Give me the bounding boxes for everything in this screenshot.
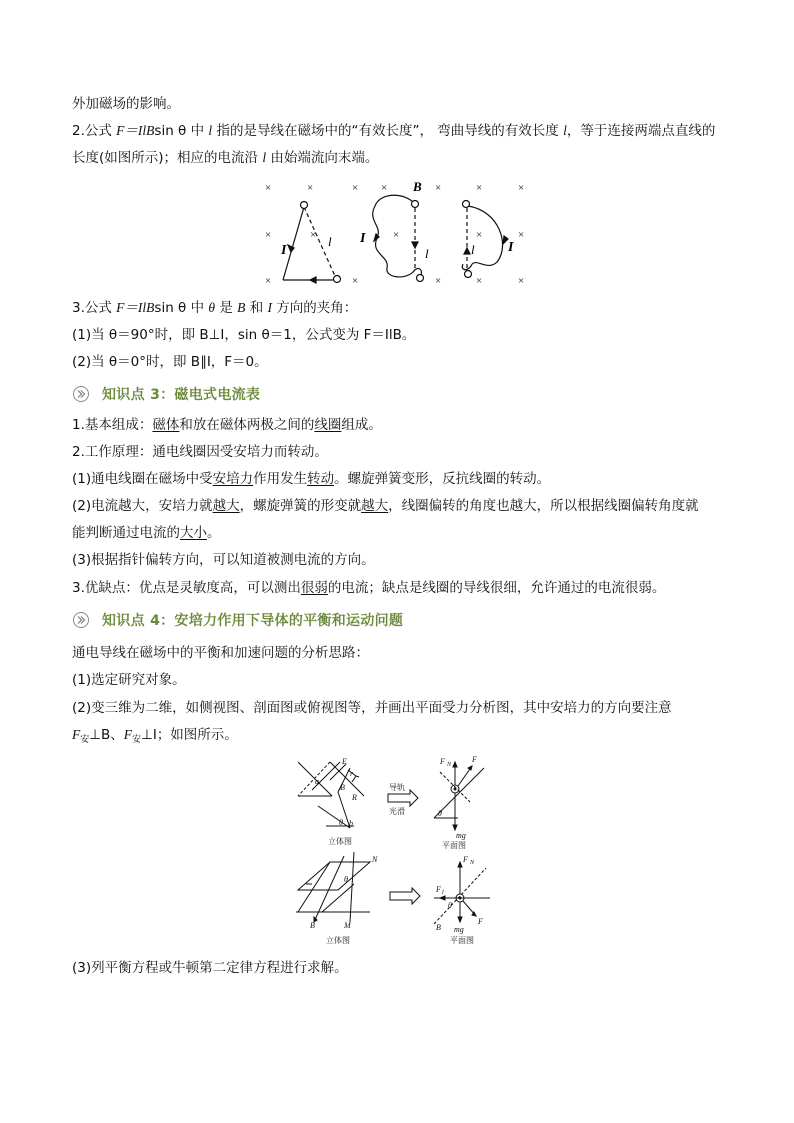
caption: 立体图 [326,936,350,945]
svg-text:×: × [352,182,359,194]
paragraph-line [72,698,672,718]
section-heading [72,382,260,406]
svg-text:R: R [352,793,357,802]
length-label: l [328,234,332,249]
length-label: l [471,242,475,257]
underlined-term: 很弱 [300,580,328,596]
section-heading [72,608,403,632]
paragraph-line: 3.优缺点：优点是灵敏度高，可以测出很弱的电流；缺点是线圈的导线很细，允许通过的电流很弱。 [72,580,666,596]
svg-text:θ: θ [339,818,343,827]
force-analysis-figure [290,752,540,948]
formula: F＝IlB [116,300,155,315]
svg-text:B: B [310,921,315,930]
svg-text:×: × [518,229,525,241]
paragraph-line [72,121,715,141]
paragraph-line [72,94,180,114]
svg-text:×: × [265,275,272,287]
svg-text:E: E [342,757,347,766]
arc-wire [462,201,508,278]
text: 2.公式 [72,123,117,139]
incline-3d-diagram [296,852,370,922]
chevron-circle-icon [72,611,90,629]
svg-text:F: F [440,757,445,766]
chevron-circle-icon [72,385,90,403]
svg-text:a: a [315,777,319,786]
svg-text:×: × [435,275,442,287]
svg-text:导轨: 导轨 [389,783,405,792]
svg-text:mg: mg [456,831,466,840]
section-title: 知识点 4：安培力作用下导体的平衡和运动问题 [102,613,404,629]
svg-text:F: F [472,755,477,764]
underlined-term: 越大 [212,498,240,514]
length-label: l [425,246,429,261]
symbol: θ [208,300,216,315]
svg-text:×: × [435,182,442,194]
current-label: I [508,240,514,255]
plane-diagram [434,762,484,830]
svg-text:θ: θ [448,901,452,910]
underlined-term: 越大 [361,498,389,514]
svg-text:×: × [393,229,400,241]
svg-text:×: × [310,229,317,241]
paragraph-line [72,298,357,318]
svg-text:θ: θ [344,875,348,884]
formula: sin θ [154,123,187,139]
symbol: l [208,123,213,138]
paragraph-line: (2)电流越大，安培力就越大，螺旋弹簧的形变就越大，线圈偏转的角度也越大，所以根据线圈偏转角度就 [72,498,699,514]
svg-text:×: × [476,229,483,241]
svg-text:r: r [350,769,354,778]
text: 和 [245,300,268,316]
paragraph-line [72,643,369,663]
caption: 立体图 [328,837,352,846]
transform-arrow [390,888,420,904]
svg-text:θ: θ [438,809,442,818]
paragraph-line: 能判断通过电流的大小。 [72,525,221,541]
underlined-term: 磁体 [152,417,180,433]
caption: 平面图 [442,841,466,850]
paragraph-line [72,352,268,372]
effective-length-figure [255,176,535,288]
text: 方向的夹角： [272,300,358,316]
text: ，等于连接两端点直线的 [566,123,716,139]
svg-text:×: × [307,182,314,194]
svg-text:×: × [352,275,359,287]
paragraph-line [72,550,375,570]
svg-text:F: F [436,885,441,894]
svg-text:N: N [372,855,378,864]
field-label: B [413,179,422,194]
text: 是 [215,300,238,316]
svg-text:×: × [518,182,525,194]
transform-arrow [388,782,418,816]
text: 中 [186,300,209,316]
svg-text:b: b [349,819,353,828]
svg-text:N: N [447,762,452,768]
current-label: I [281,243,287,258]
text: (2)当 θ＝0°时，即 B∥I，F＝0。 [72,354,268,370]
paragraph-line [72,442,328,462]
text: (1)当 θ＝90°时，即 B⊥I，sin θ＝1，公式变为 F＝IlB。 [72,327,416,343]
underlined-term: 线圈 [314,417,342,433]
svg-text:×: × [518,275,525,287]
formula: sin θ [154,300,187,316]
svg-text:F: F [478,917,483,926]
paragraph-line: 1.基本组成：磁体和放在磁体两极之间的线圈组成。 [72,417,382,433]
section-title: 知识点 3：磁电式电流表 [102,387,261,403]
text: 外加磁场的影响。 [72,96,180,112]
text: 由始端流向末端。 [266,150,379,166]
text: (3)列平衡方程或牛顿第二定律方程进行求解。 [72,960,348,976]
svg-text:×: × [476,275,483,287]
svg-text:×: × [265,229,272,241]
svg-text:l: l [442,890,444,896]
svg-text:×: × [381,182,388,194]
text: (2)变三维为二维，如侧视图、剖面图或俯视图等，并画出平面受力分析图，其中安培力的方向要注意 [72,700,672,716]
paragraph-line: $F_安\perp B$、$F_安\perp I$；如图所示。 [72,727,238,745]
triangle-wire [283,202,341,284]
svg-text:B: B [436,923,441,932]
text: (1)选定研究对象。 [72,672,186,688]
text: 通电导线在磁场中的平衡和加速问题的分析思路： [72,645,369,661]
paragraph-line [72,958,348,978]
svg-text:光滑: 光滑 [389,807,405,816]
symbol: l [563,123,567,138]
text: 长度(如图所示)；相应的电流沿 [72,150,263,166]
svg-text:×: × [265,182,272,194]
svg-text:B: B [340,783,345,792]
text: 2.工作原理：通电线圈因受安培力而转动。 [72,444,328,460]
current-label: I [360,231,366,246]
text: 3.公式 [72,300,117,316]
text: 中 [186,123,209,139]
formula: F＝IlB [116,123,155,138]
paragraph-line [72,670,186,690]
cross-marks [265,182,524,287]
underlined-term: 转动 [307,471,335,487]
svg-text:mg: mg [454,925,464,934]
underlined-term: 安培力 [212,471,254,487]
svg-text:×: × [476,182,483,194]
symbol: I [267,300,272,315]
svg-text:N: N [470,860,475,866]
text: 指的是导线在磁场中的“有效长度”， 弯曲导线的有效长度 [212,123,564,139]
text: (3)根据指针偏转方向，可以知道被测电流的方向。 [72,552,375,568]
svg-text:F: F [463,855,468,864]
underlined-term: 大小 [180,525,207,541]
svg-text:M: M [344,921,351,930]
paragraph-line [72,325,415,345]
caption: 平面图 [450,936,474,945]
symbol: B [237,300,246,315]
paragraph-line [72,148,378,168]
symbol: l [262,150,267,165]
paragraph-line: (1)通电线圈在磁场中受安培力作用发生转动。螺旋弹簧变形，反抗线圈的转动。 [72,471,551,487]
